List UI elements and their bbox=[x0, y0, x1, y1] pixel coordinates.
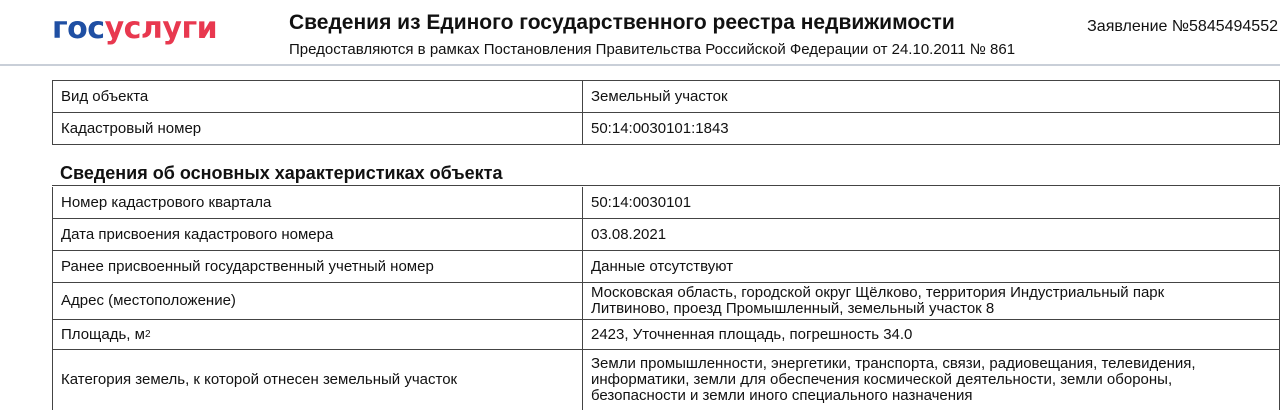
address-line-2: Литвиново, проезд Промышленный, земельный участок 8 bbox=[591, 300, 995, 317]
page-header bbox=[0, 0, 1280, 66]
row-label: Вид объекта bbox=[52, 81, 583, 112]
row-label: Номер кадастрового квартала bbox=[52, 187, 583, 218]
row-label: Дата присвоения кадастрового номера bbox=[52, 219, 583, 250]
table-row bbox=[52, 251, 1280, 283]
application-number: Заявление №5845494552 bbox=[1087, 18, 1278, 35]
category-line-1: Земли промышленности, энергетики, транспорта, связи, радиовещания, телевидения, bbox=[591, 355, 1196, 372]
document-subtitle: Предоставляются в рамках Постановления Правительства Российской Федерации от 24.10.2011 № 861 bbox=[289, 41, 1016, 58]
row-value: 2423, Уточненная площадь, погрешность 34.0 bbox=[583, 320, 1280, 349]
table-row bbox=[52, 350, 1280, 410]
document-title: Сведения из Единого государственного реестра недвижимости bbox=[289, 11, 955, 34]
characteristics-table bbox=[52, 187, 1280, 410]
table-row bbox=[52, 187, 1280, 219]
object-table bbox=[52, 80, 1280, 145]
row-label: Категория земель, к которой отнесен земельный участок bbox=[52, 350, 583, 410]
row-value: 50:14:0030101:1843 bbox=[583, 113, 1280, 144]
row-value: Данные отсутствуют bbox=[583, 251, 1280, 282]
table-row bbox=[52, 81, 1280, 113]
address-line-1: Московская область, городской округ Щёлково, территория Индустриальный парк bbox=[591, 284, 1165, 301]
table-row bbox=[52, 219, 1280, 251]
row-label: Кадастровый номер bbox=[52, 113, 583, 144]
row-value bbox=[583, 350, 1280, 410]
row-value bbox=[583, 283, 1280, 319]
row-value: Земельный участок bbox=[583, 81, 1280, 112]
logo-part-uslugi: услуги bbox=[104, 11, 218, 46]
gosuslugi-logo[interactable] bbox=[52, 12, 217, 46]
section-title: Сведения об основных характеристиках объекта bbox=[60, 163, 503, 183]
row-value: 03.08.2021 bbox=[583, 219, 1280, 250]
row-label: Адрес (местоположение) bbox=[52, 283, 583, 319]
row-label: Ранее присвоенный государственный учетный номер bbox=[52, 251, 583, 282]
row-label: Площадь, м 2 bbox=[52, 320, 583, 349]
area-label: Площадь, м bbox=[61, 325, 145, 343]
table-row bbox=[52, 320, 1280, 350]
logo-part-gos: гос bbox=[52, 11, 105, 46]
category-line-3: безопасности и земли иного специального назначения bbox=[591, 387, 973, 404]
row-value: 50:14:0030101 bbox=[583, 187, 1280, 218]
table-row bbox=[52, 113, 1280, 145]
table-row bbox=[52, 283, 1280, 320]
section-header bbox=[52, 160, 1280, 186]
category-line-2: информатики, земли для обеспечения космической деятельности, земли обороны, bbox=[591, 371, 1173, 388]
